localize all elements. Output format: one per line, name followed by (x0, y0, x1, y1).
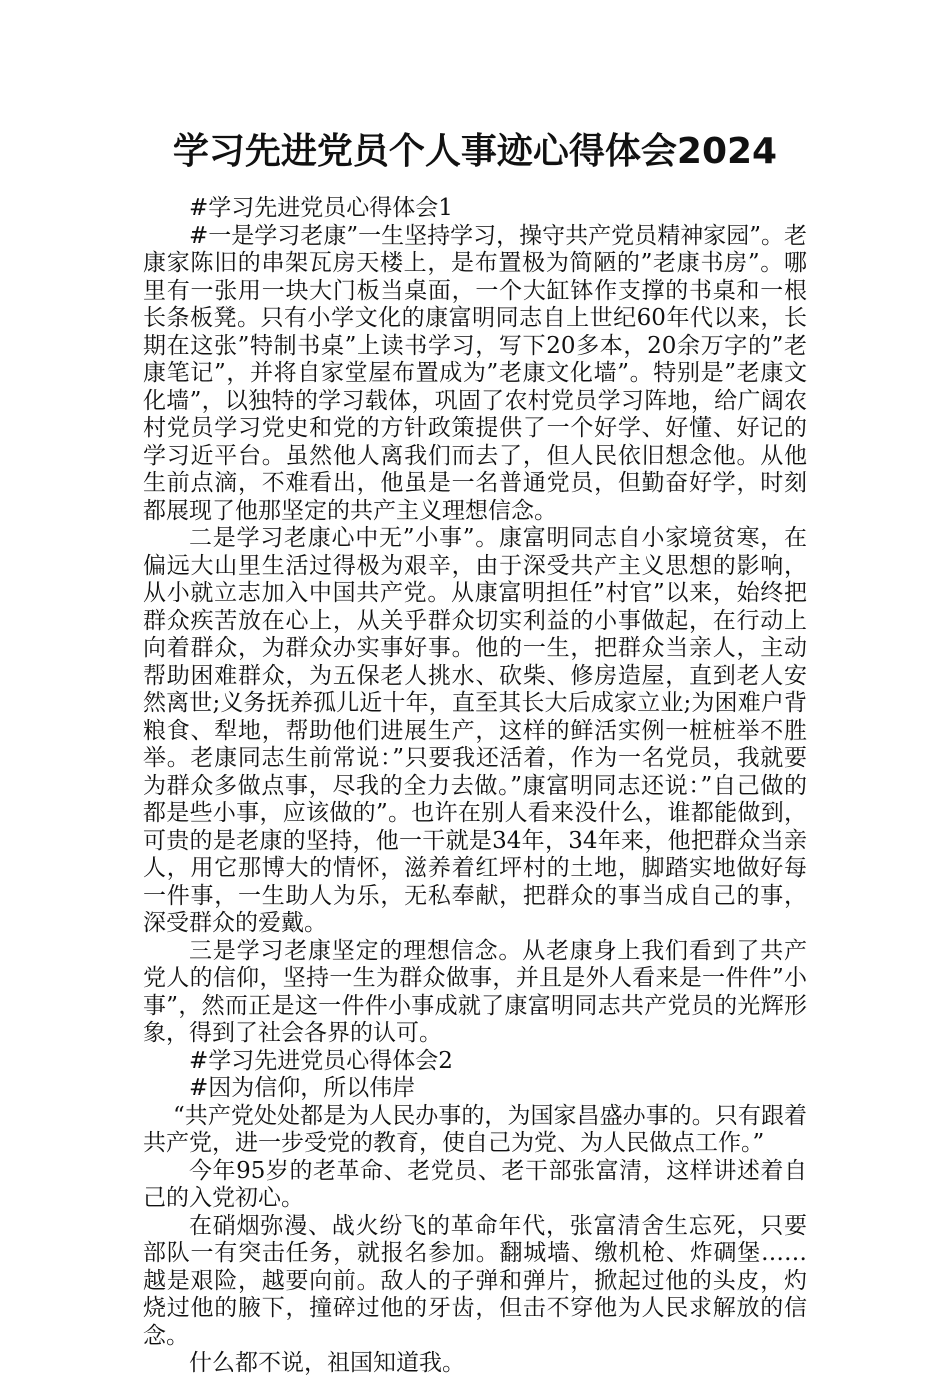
section-subheading: #因为信仰，所以伟岸 (189, 1075, 416, 1101)
paragraph-ideals: 三是学习老康坚定的理想信念。从老康身上我们看到了共产党人的信仰，坚持一生为群众做事，并且是外人看来是一件件”小事”，然而正是这一件件小事成就了康富明同志共产党员的光辉形象，得到了社会各界的认可。 (143, 937, 807, 1046)
document-body (143, 195, 807, 1378)
section-heading-2: #学习先进党员心得体会2 (189, 1047, 453, 1074)
paragraph-small-things: 二是学习老康心中无”小事”。康富明同志自小家境贫寒，在偏远大山里生活过得极为艰辛，由于深受共产主义思想的影响，从小就立志加入中国共产党。从康富明担任”村官”以来，始终把群众疾苦放在心上，从关乎群众切实利益的小事做起，在行动上向着群众，为群众办实事好事。他的一生，把群众当亲人，主动帮助困难群众，为五保老人挑水、砍柴、修房造屋，直到老人安然离世;义务抚养孤儿近十年，直至其长大后成家立业;为困难户背粮食、犁地，帮助他们进展生产，这样的鲜活实例一桩桩举不胜举。老康同志生前常说：”只要我还活着，作为一名党员，我就要为群众多做点事，尽我的全力去做。”康富明同志还说：”自己做的都是些小事，应该做的”。也许在别人看来没什么，谁都能做到，可贵的是老康的坚持，他一干就是34年，34年来，他把群众当亲人，用它那博大的情怀，滋养着红坪村的土地，脚踏实地做好每一件事，一生助人为乐，无私奉献，把群众的事当成自己的事，深受群众的爱戴。 (143, 525, 807, 936)
paragraph-war-years: 在硝烟弥漫、战火纷飞的革命年代，张富清舍生忘死，只要部队一有突击任务，就报名参加。翻城墙、缴机枪、炸碉堡……越是艰险，越要向前。敌人的子弹和弹片，掀起过他的头皮，灼烧过他的腋下，撞碎过他的牙齿，但击不穿他为人民求解放的信念。 (143, 1212, 807, 1349)
paragraph-study: #一是学习老康”一生坚持学习，操守共产党员精神家园”。老康家陈旧的串架瓦房天楼上，是布置极为简陋的”老康书房”。哪里有一张用一块大门板当桌面，一个大缸钵作支撑的书桌和一根长条板凳。只有小学文化的康富明同志自上世纪60年代以来，长期在这张”特制书桌”上读书学习，写下20多本，20余万字的”老康笔记”，并将自家堂屋布置成为”老康文化墙”。特别是”老康文化墙”，以独特的学习载体，巩固了农村党员学习阵地，给广阔农村党员学习党史和党的方针政策提供了一个好学、好懂、好记的学习近平台。虽然他人离我们而去了，但人民依旧想念他。从他生前点滴，不难看出，他虽是一名普通党员，但勤奋好学，时刻都展现了他那坚定的共产主义理想信念。 (143, 222, 807, 524)
paragraph-quote: “共产党处处都是为人民办事的，为国家昌盛办事的。只有跟着共产党，进一步受党的教育，使自己为党、为人民做点工作。” (143, 1102, 807, 1156)
section-heading-1: #学习先进党员心得体会1 (189, 195, 453, 221)
page-title: 学习先进党员个人事迹心得体会2024 (172, 131, 778, 172)
paragraph-closing: 什么都不说，祖国知道我。 (189, 1350, 465, 1376)
paragraph-intro: 今年95岁的老革命、老党员、老干部张富清，这样讲述着自己的入党初心。 (143, 1157, 807, 1211)
